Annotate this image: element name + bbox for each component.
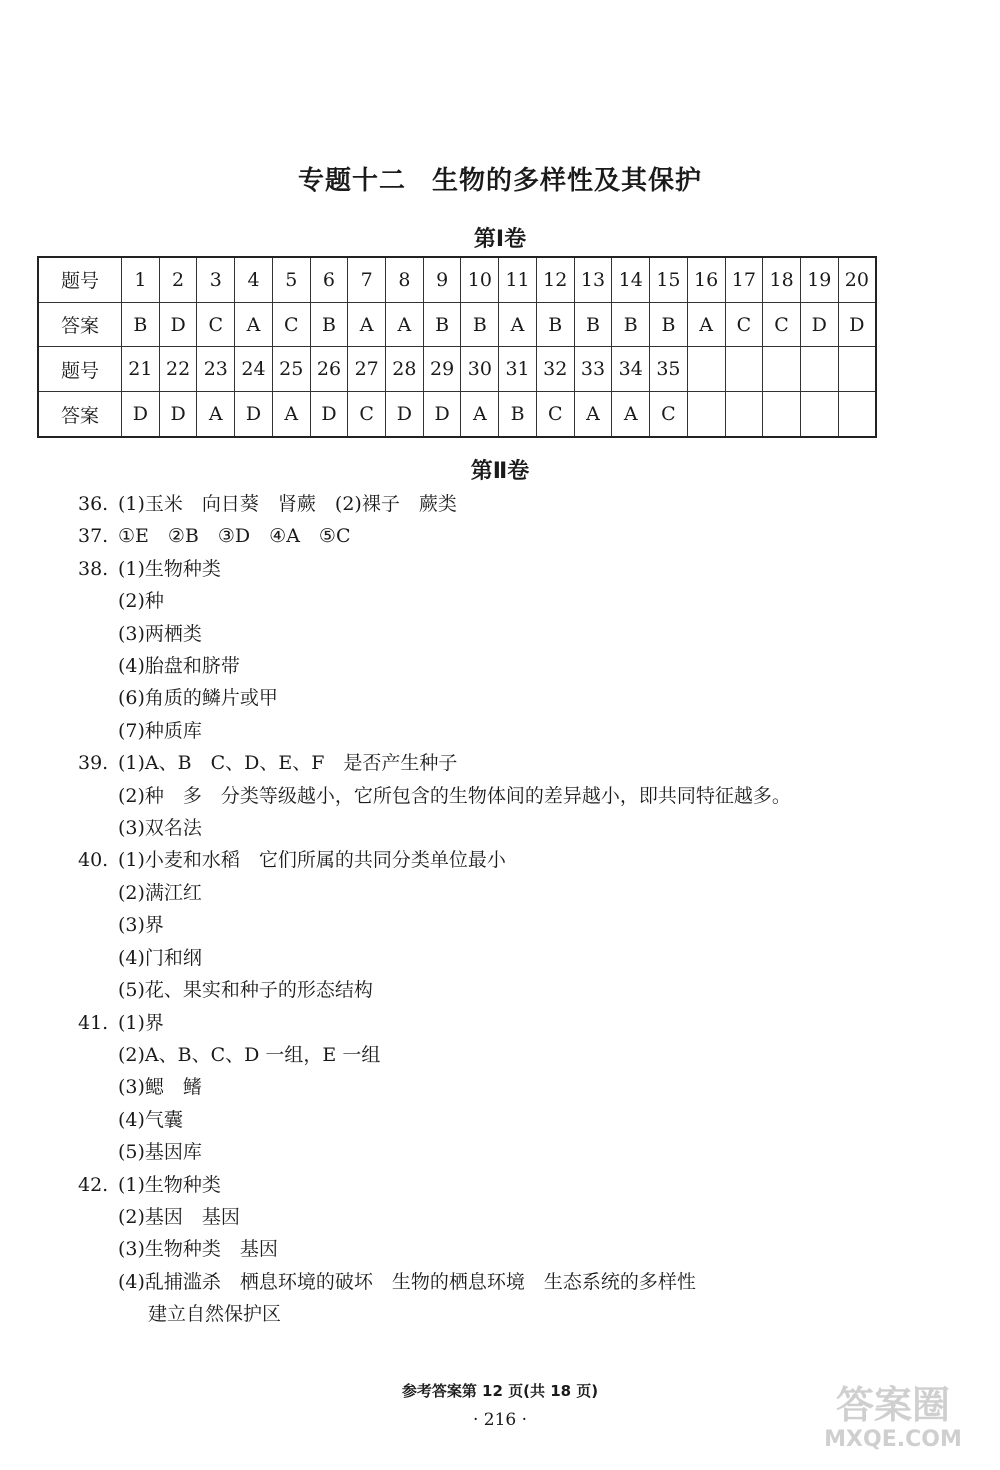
table-cell: 1 <box>122 257 160 302</box>
table-cell: 31 <box>499 347 537 392</box>
answer-line: (7)种质库 <box>118 719 202 742</box>
title-subject: 生物的多样性及其保护 <box>432 166 703 196</box>
table-cell: A <box>687 302 725 347</box>
page-number: · 216 · <box>472 1410 528 1430</box>
svg-text:MXQE.COM: MXQE.COM <box>824 1427 962 1452</box>
question-number: 37. <box>78 525 109 548</box>
answers-list <box>78 488 958 1331</box>
answer-line: (1)玉米 向日葵 肾蕨 (2)裸子 蕨类 <box>118 493 457 515</box>
answer-item <box>78 520 958 552</box>
svg-text:答案圈: 答案圈 <box>835 1383 951 1427</box>
table-cell: C <box>536 392 574 437</box>
answer-line: (4)胎盘和脐带 <box>118 655 240 678</box>
answer-line: (2)满江红 <box>118 881 202 904</box>
table-cell: B <box>536 302 574 347</box>
table-cell: 9 <box>423 257 461 302</box>
table-cell: 3 <box>197 257 235 302</box>
table-cell: 13 <box>574 257 612 302</box>
table-cell: 15 <box>650 257 688 302</box>
table-cell: 26 <box>310 347 348 392</box>
table-cell: D <box>159 392 197 437</box>
row-header: 题号 <box>38 347 122 392</box>
table-cell: A <box>348 302 386 347</box>
table-cell: 27 <box>348 347 386 392</box>
table-cell: 2 <box>159 257 197 302</box>
table-cell: A <box>386 302 424 347</box>
table-cell: 5 <box>272 257 310 302</box>
table-cell: 23 <box>197 347 235 392</box>
table-cell <box>725 347 763 392</box>
answer-line: (2)A、B、C、D 一组，E 一组 <box>118 1043 381 1066</box>
table-cell: 10 <box>461 257 499 302</box>
question-number: 36. <box>78 493 109 515</box>
answer-item <box>78 1169 958 1201</box>
table-cell <box>763 347 801 392</box>
table-row <box>38 257 876 302</box>
table-cell <box>800 347 838 392</box>
answer-line: (3)鳃 鳍 <box>118 1076 202 1099</box>
question-number: 42. <box>78 1173 109 1196</box>
answer-line: (1)生物种类 <box>118 1173 221 1196</box>
table-cell: 21 <box>122 347 160 392</box>
table-cell: 24 <box>235 347 273 392</box>
answer-item <box>78 1007 958 1039</box>
question-number: 39. <box>78 752 109 775</box>
answer-line: (3)生物种类 基因 <box>118 1238 278 1261</box>
table-cell: 11 <box>499 257 537 302</box>
row-header: 答案 <box>38 392 122 437</box>
answer-line: (6)角质的鳞片或甲 <box>118 687 278 710</box>
table-cell: B <box>499 392 537 437</box>
table-cell: 22 <box>159 347 197 392</box>
table-cell: 34 <box>612 347 650 392</box>
table-cell: C <box>763 302 801 347</box>
answer-line: (1)界 <box>118 1011 164 1034</box>
table-cell: D <box>235 392 273 437</box>
table-cell: A <box>612 392 650 437</box>
table-cell: D <box>122 392 160 437</box>
table-cell: C <box>650 392 688 437</box>
answer-line: (5)花、果实和种子的形态结构 <box>118 979 373 1002</box>
answer-line: (2)种 <box>118 590 164 613</box>
table-cell: 29 <box>423 347 461 392</box>
table-cell: C <box>197 302 235 347</box>
table-cell: 35 <box>650 347 688 392</box>
table-row <box>38 347 876 392</box>
table-cell <box>763 392 801 437</box>
table-cell: D <box>423 392 461 437</box>
row-header: 答案 <box>38 302 122 347</box>
table-cell: 25 <box>272 347 310 392</box>
answer-line: (1)生物种类 <box>118 557 221 580</box>
answer-item <box>78 488 958 520</box>
table-cell <box>687 347 725 392</box>
table-cell: B <box>612 302 650 347</box>
section-1-heading: 第Ⅰ卷 <box>473 227 527 252</box>
table-cell: A <box>235 302 273 347</box>
answer-line: (4)气囊 <box>118 1108 183 1131</box>
answer-item <box>78 747 958 779</box>
question-number: 40. <box>78 849 109 872</box>
answer-line: ①E ②B ③D ④A ⑤C <box>118 525 351 548</box>
table-cell <box>838 392 876 437</box>
footer-page-info: 参考答案第 12 页(共 18 页) <box>401 1382 599 1400</box>
table-row <box>38 392 876 437</box>
question-number: 38. <box>78 557 109 580</box>
table-cell: B <box>310 302 348 347</box>
answer-continuation: 建立自然保护区 <box>148 1303 282 1326</box>
table-cell: 28 <box>386 347 424 392</box>
table-cell: 20 <box>838 257 876 302</box>
table-cell: 8 <box>386 257 424 302</box>
table-cell: B <box>423 302 461 347</box>
table-cell: 17 <box>725 257 763 302</box>
table-cell <box>687 392 725 437</box>
table-cell: 32 <box>536 347 574 392</box>
row-header: 题号 <box>38 257 122 302</box>
answer-line: (2)种 多 分类等级越小，它所包含的生物体间的差异越小，即共同特征越多。 <box>118 784 791 807</box>
table-cell: 4 <box>235 257 273 302</box>
answer-item <box>78 844 958 876</box>
table-cell <box>725 392 763 437</box>
answer-line: (2)基因 基因 <box>118 1205 240 1228</box>
table-cell: B <box>461 302 499 347</box>
table-cell: 18 <box>763 257 801 302</box>
answer-line: (3)两栖类 <box>118 622 202 645</box>
table-cell: A <box>272 392 310 437</box>
answer-line: (3)界 <box>118 914 164 937</box>
answer-table <box>37 256 877 438</box>
table-cell: 12 <box>536 257 574 302</box>
question-number: 41. <box>78 1011 109 1034</box>
table-cell: D <box>838 302 876 347</box>
table-cell: C <box>272 302 310 347</box>
watermark-logo <box>808 1372 978 1452</box>
table-cell: 19 <box>800 257 838 302</box>
title-topic: 专题十二 <box>297 166 406 196</box>
answer-line: (3)双名法 <box>118 817 202 840</box>
table-cell: A <box>499 302 537 347</box>
table-cell: 7 <box>348 257 386 302</box>
table-cell: D <box>800 302 838 347</box>
table-cell: 16 <box>687 257 725 302</box>
table-cell: A <box>197 392 235 437</box>
answer-item <box>78 553 958 585</box>
table-cell: C <box>348 392 386 437</box>
table-cell: A <box>574 392 612 437</box>
answer-line: (1)A、B C、D、E、F 是否产生种子 <box>118 752 458 775</box>
table-cell: A <box>461 392 499 437</box>
section-2-heading: 第Ⅱ卷 <box>470 459 530 484</box>
table-cell: B <box>574 302 612 347</box>
table-cell: 30 <box>461 347 499 392</box>
table-cell: B <box>650 302 688 347</box>
table-cell: D <box>159 302 197 347</box>
page-title <box>0 160 1000 197</box>
table-cell <box>800 392 838 437</box>
table-cell: D <box>386 392 424 437</box>
table-cell <box>838 347 876 392</box>
answer-line: (4)门和纲 <box>118 946 202 969</box>
table-cell: B <box>122 302 160 347</box>
answer-line: (4)乱捕滥杀 栖息环境的破坏 生物的栖息环境 生态系统的多样性 <box>118 1270 696 1293</box>
table-cell: 6 <box>310 257 348 302</box>
table-cell: C <box>725 302 763 347</box>
answer-line: (1)小麦和水稻 它们所属的共同分类单位最小 <box>118 849 506 872</box>
table-cell: 33 <box>574 347 612 392</box>
answer-line: (5)基因库 <box>118 1141 202 1164</box>
table-row <box>38 302 876 347</box>
table-cell: D <box>310 392 348 437</box>
table-cell: 14 <box>612 257 650 302</box>
